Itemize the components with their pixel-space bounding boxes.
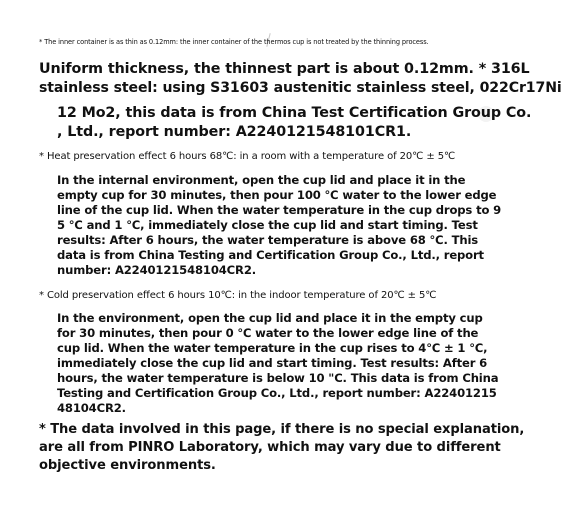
cold-line-4: immediately close the cup lid and start timing. Test results: After 6 (57, 356, 488, 370)
inner-container-footnote: * The inner container is as thin as 0.12mm: the inner container of the thermos cup is not treated by the thinning process. (39, 38, 429, 46)
cold-line-5: hours, the water temperature is below 10 "C. This data is from China (57, 371, 499, 385)
heat-line-1: In the internal environment, open the cup lid and place it in the (57, 173, 466, 187)
heat-line-2: empty cup for 30 minutes, then pour 100 ℃ water to the lower edge (57, 188, 497, 202)
cold-line-3: cup lid. When the water temperature in the cup rises to 4℃ ± 1 ℃, (57, 341, 488, 355)
thickness-line-2: stainless steel: using S31603 austenitic stainless steel, 022Cr17Ni (39, 80, 562, 96)
heat-line-5: results: After 6 hours, the water temperature is above 68 ℃. This (57, 233, 479, 247)
heat-preservation-heading: * Heat preservation effect 6 hours 68℃: in a room with a temperature of 20℃ ± 5℃ (39, 151, 456, 162)
disclaimer-line-2: are all from PINRO Laboratory, which may vary due to different (39, 440, 501, 455)
cold-line-6: Testing and Certification Group Co., Ltd., report number: A22401215 (57, 386, 497, 400)
thickness-line-3: 12 Mo2, this data is from China Test Certification Group Co. (57, 105, 532, 121)
heat-line-7: number: A2240121548104CR2. (57, 263, 256, 277)
heat-line-3: line of the cup lid. When the water temperature in the cup drops to 9 (57, 203, 502, 217)
thickness-line-4: , Ltd., report number: A2240121548101CR1. (57, 124, 412, 140)
cold-line-1: In the environment, open the cup lid and place it in the empty cup (57, 311, 483, 325)
disclaimer-line-1: * The data involved in this page, if there is no special explanation, (39, 422, 525, 437)
cold-preservation-heading: * Cold preservation effect 6 hours 10℃: in the indoor temperature of 20℃ ± 5℃ (39, 290, 437, 301)
disclaimer-line-3: objective environments. (39, 458, 216, 473)
cold-line-2: for 30 minutes, then pour 0 ℃ water to the lower edge line of the (57, 326, 479, 340)
cold-line-7: 48104CR2. (57, 401, 126, 415)
heat-line-4: 5 ℃ and 1 ℃, immediately close the cup lid and start timing. Test (57, 218, 478, 232)
thickness-line-1: Uniform thickness, the thinnest part is about 0.12mm. * 316L (39, 61, 530, 77)
heat-line-6: data is from China Testing and Certification Group Co., Ltd., report (57, 248, 484, 262)
